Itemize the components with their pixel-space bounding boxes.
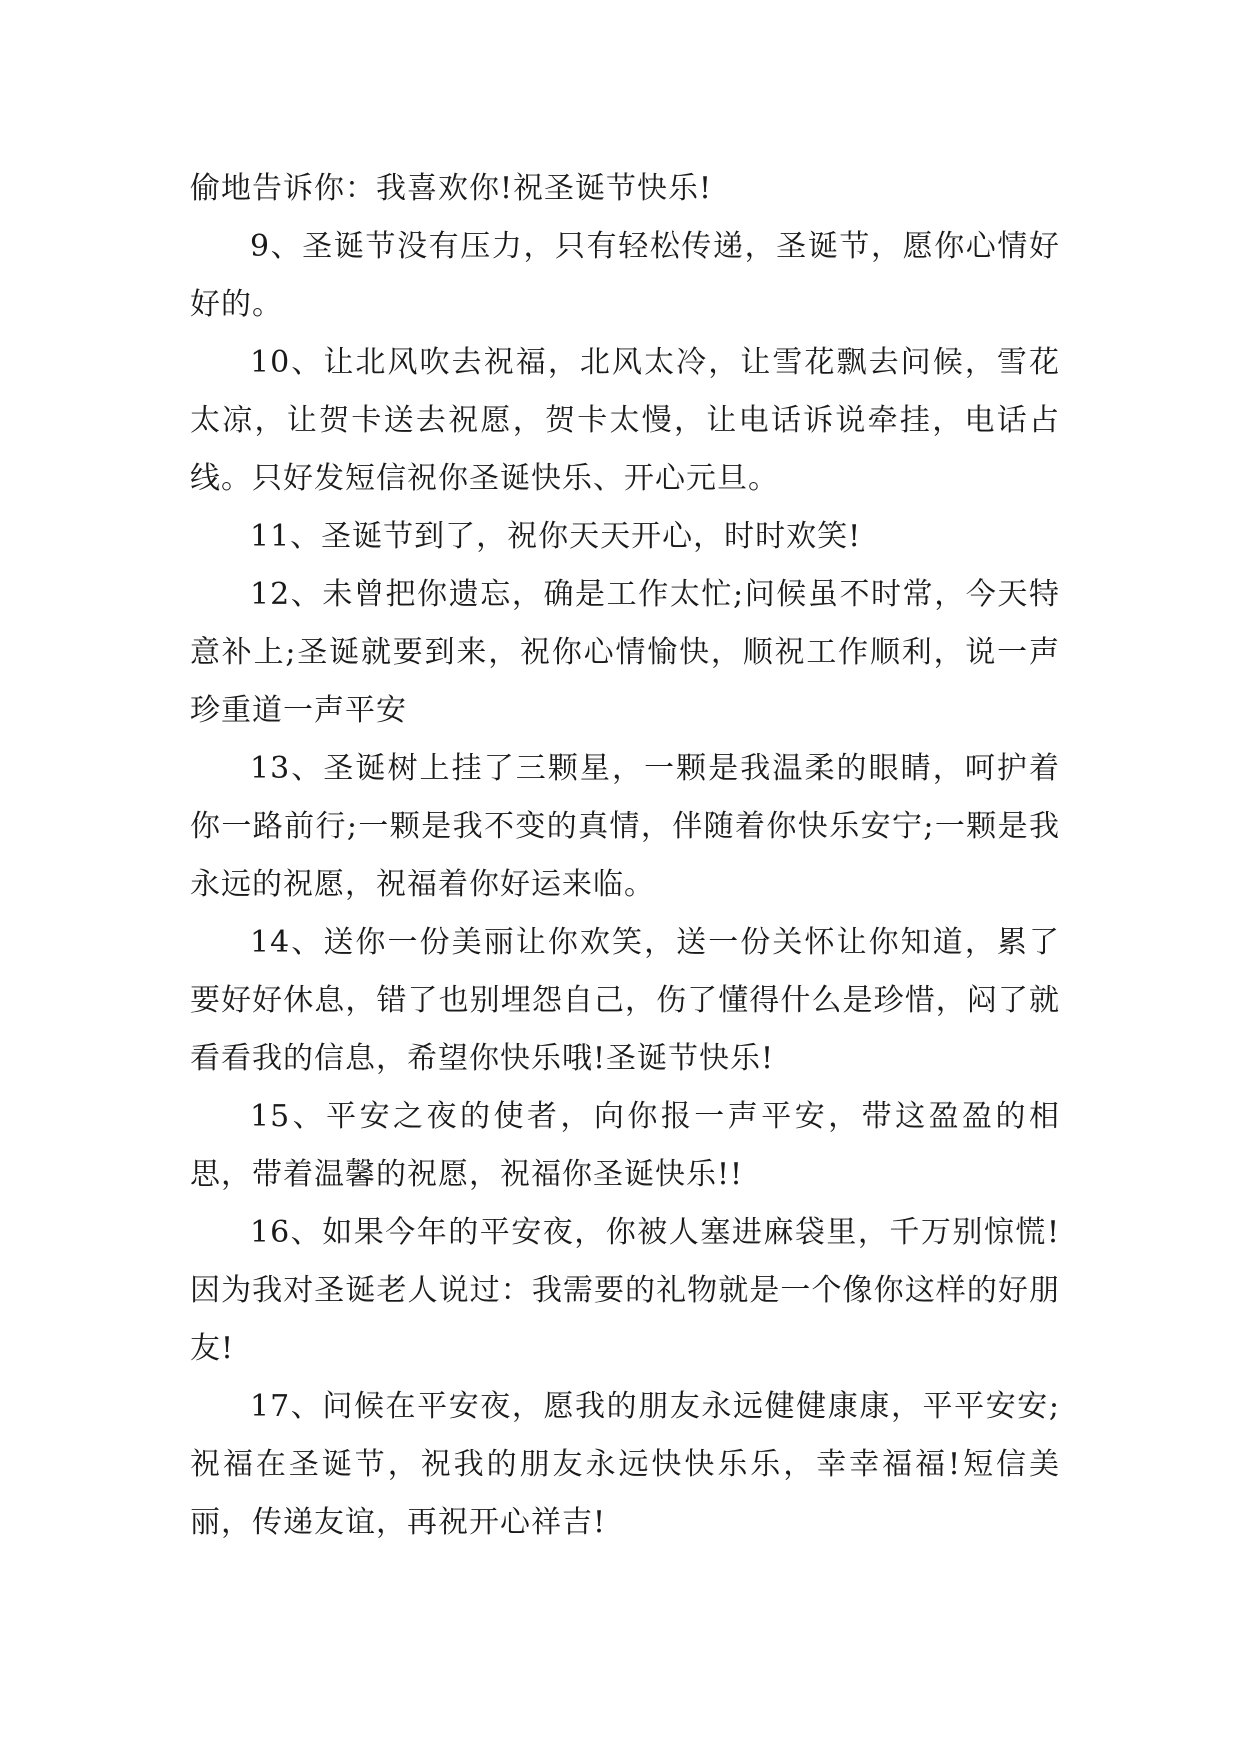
paragraph-item-13: 13、圣诞树上挂了三颗星，一颗是我温柔的眼睛，呵护着你一路前行;一颗是我不变的真情，伴随着你快乐安宁;一颗是我永远的祝愿，祝福着你好运来临。 xyxy=(190,751,1060,902)
document-body xyxy=(190,160,1060,1552)
paragraph-item-15: 15、平安之夜的使者，向你报一声平安，带这盈盈的相思，带着温馨的祝愿，祝福你圣诞快乐!! xyxy=(190,1099,1060,1192)
paragraph-continuation: 偷地告诉你：我喜欢你!祝圣诞节快乐! xyxy=(190,171,713,206)
paragraph-item-10: 10、让北风吹去祝福，北风太冷，让雪花飘去问候，雪花太凉，让贺卡送去祝愿，贺卡太慢，让电话诉说牵挂，电话占线。只好发短信祝你圣诞快乐、开心元旦。 xyxy=(190,345,1060,496)
paragraph-item-12: 12、未曾把你遗忘，确是工作太忙;问候虽不时常，今天特意补上;圣诞就要到来，祝你心情愉快，顺祝工作顺利，说一声珍重道一声平安 xyxy=(190,577,1060,728)
paragraph-item-16: 16、如果今年的平安夜，你被人塞进麻袋里，千万别惊慌!因为我对圣诞老人说过：我需要的礼物就是一个像你这样的好朋友! xyxy=(190,1215,1060,1366)
paragraph-item-11: 11、圣诞节到了，祝你天天开心，时时欢笑! xyxy=(250,519,862,554)
paragraph-item-17: 17、问候在平安夜，愿我的朋友永远健健康康，平平安安;祝福在圣诞节，祝我的朋友永远快快乐乐，幸幸福福!短信美丽，传递友谊，再祝开心祥吉! xyxy=(190,1389,1060,1540)
paragraph-item-9: 9、圣诞节没有压力，只有轻松传递，圣诞节，愿你心情好好的。 xyxy=(190,229,1060,322)
paragraph-item-14: 14、送你一份美丽让你欢笑，送一份关怀让你知道，累了要好好休息，错了也别埋怨自己，伤了懂得什么是珍惜，闷了就看看我的信息，希望你快乐哦!圣诞节快乐! xyxy=(190,925,1060,1076)
